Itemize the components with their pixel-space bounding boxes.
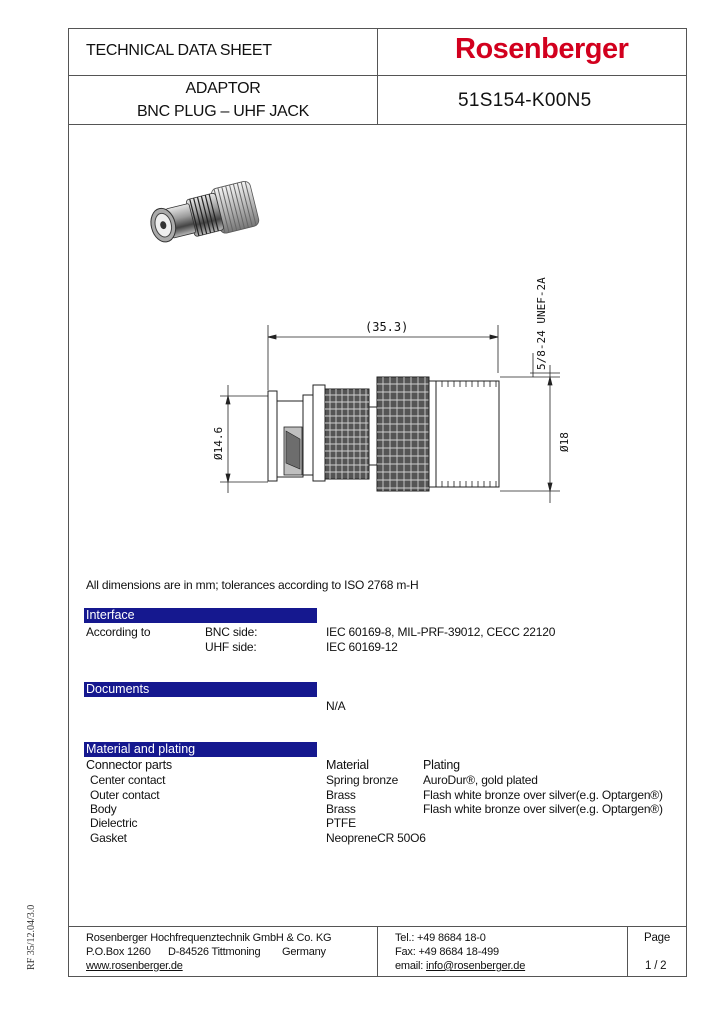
material-header: Material xyxy=(326,758,369,772)
part-material: PTFE xyxy=(326,816,356,830)
part-material: NeopreneCR 50O6 xyxy=(326,831,426,845)
thread-dimension: 5/8-24 UNEF-2A xyxy=(535,277,548,370)
dimensions-note: All dimensions are in mm; tolerances according to ISO 2768 m-H xyxy=(86,578,419,592)
bnc-side-label: BNC side: xyxy=(205,625,258,639)
part-name: Body xyxy=(90,802,117,816)
part-name: Gasket xyxy=(90,831,127,845)
company-name: Rosenberger Hochfrequenztechnik GmbH & Co. KG xyxy=(86,932,332,944)
product-title-line2: BNC PLUG – UHF JACK xyxy=(136,103,310,120)
according-to-label: According to xyxy=(86,625,151,639)
product-title-line1: ADAPTOR xyxy=(185,80,261,97)
revision-tag: RF 35/12.04/3.0 xyxy=(26,904,37,970)
part-material: Brass xyxy=(326,788,356,802)
page-label: Page xyxy=(644,932,671,944)
interface-heading: Interface xyxy=(84,608,317,623)
po-box: P.O.Box 1260 xyxy=(86,946,151,958)
part-name: Dielectric xyxy=(90,816,138,830)
footer-column-divider-1 xyxy=(377,926,378,977)
country: Germany xyxy=(282,946,326,958)
documents-value: N/A xyxy=(326,699,346,713)
title-divider xyxy=(68,124,687,125)
connector-parts-header: Connector parts xyxy=(86,758,172,772)
part-plating: Flash white bronze over silver(e.g. Optargen®) xyxy=(423,802,663,816)
material-heading: Material and plating xyxy=(84,742,317,757)
part-material: Brass xyxy=(326,802,356,816)
email-link[interactable]: info@rosenberger.de xyxy=(426,960,526,972)
part-plating: Flash white bronze over silver(e.g. Optargen®) xyxy=(423,788,663,802)
telephone: Tel.: +49 8684 18-0 xyxy=(395,932,486,944)
right-diameter-dimension: Ø18 xyxy=(558,432,571,452)
fax: Fax: +49 8684 18-499 xyxy=(395,946,499,958)
brand-logo: Rosenberger xyxy=(455,33,629,65)
uhf-side-label: UHF side: xyxy=(205,640,257,654)
postal-address: D-84526 Tittmoning xyxy=(168,946,261,958)
footer-column-divider-2 xyxy=(627,926,628,977)
website-link[interactable]: www.rosenberger.de xyxy=(86,960,183,972)
part-material: Spring bronze xyxy=(326,773,399,787)
uhf-side-standard: IEC 60169-12 xyxy=(326,640,398,654)
doc-type: TECHNICAL DATA SHEET xyxy=(86,42,272,59)
part-plating: AuroDur®, gold plated xyxy=(423,773,538,787)
email-label: email: xyxy=(395,960,424,972)
bnc-side-standard: IEC 60169-8, MIL-PRF-39012, CECC 22120 xyxy=(326,625,556,639)
part-name: Center contact xyxy=(90,773,166,787)
plating-header: Plating xyxy=(423,758,460,772)
length-dimension: (35.3) xyxy=(365,320,409,334)
part-name: Outer contact xyxy=(90,788,160,802)
left-diameter-dimension: Ø14.6 xyxy=(212,426,225,460)
documents-heading: Documents xyxy=(84,682,317,697)
page-number: 1 / 2 xyxy=(645,960,667,972)
part-number: 51S154-K00N5 xyxy=(458,90,592,111)
